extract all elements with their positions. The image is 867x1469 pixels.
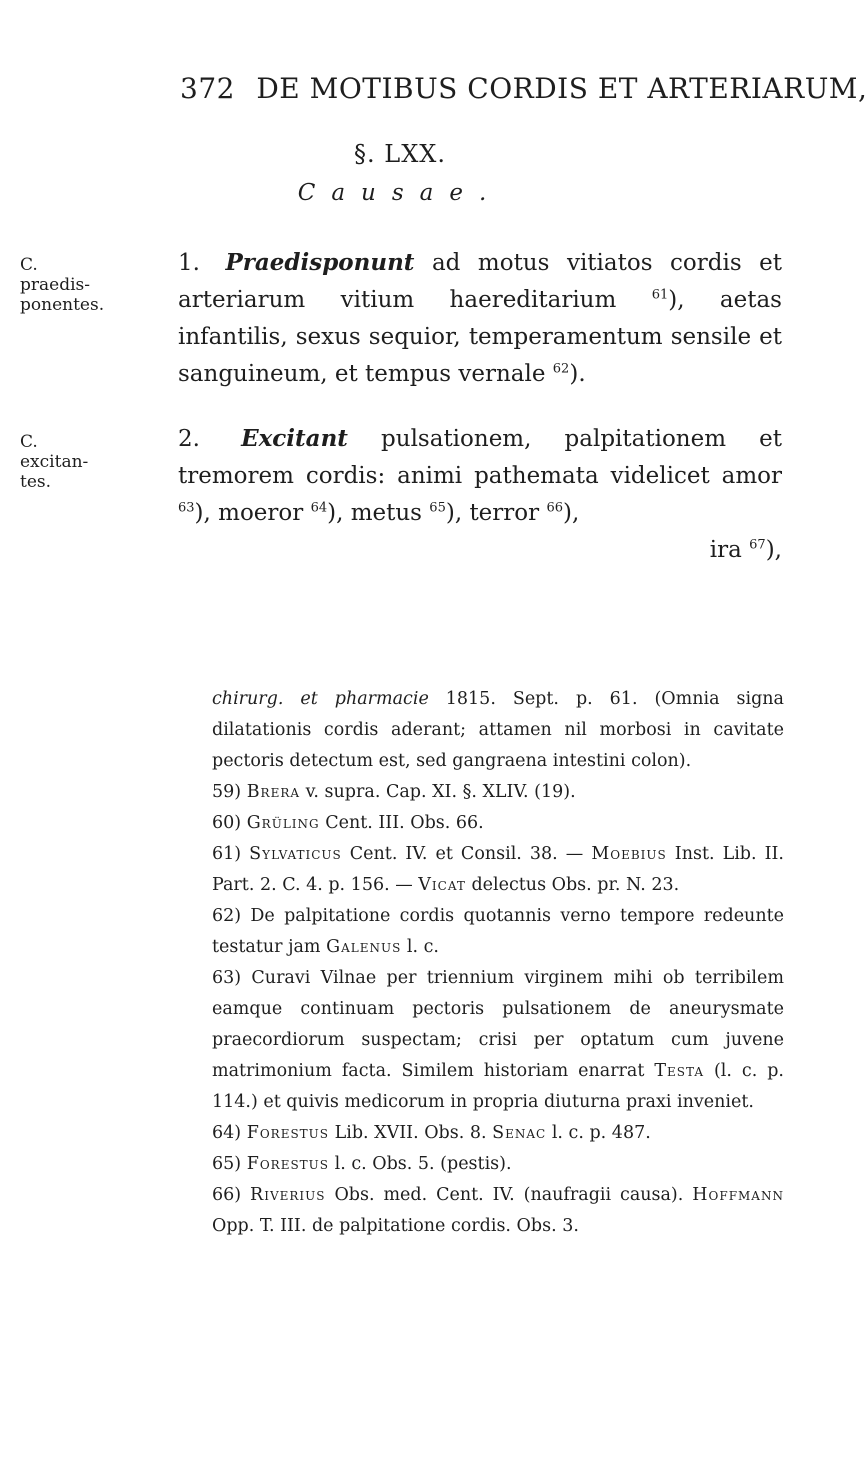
footnote-ref: 65 <box>429 500 446 516</box>
footnote-source: chirurg. et pharmacie <box>212 689 429 709</box>
footnote-text: De palpitatione cordis quotannis verno tempore redeunte testatur jam <box>212 906 784 957</box>
footnote-62 <box>212 901 784 963</box>
paragraph-text: ), <box>765 537 782 563</box>
footnote-61 <box>212 839 784 901</box>
paragraph-text: ), terror <box>445 500 540 526</box>
paragraph-number: 1. <box>178 250 200 276</box>
footnote-ref: 66 <box>546 500 563 516</box>
footnote-ref: 63 <box>178 500 195 516</box>
footnote-number: 60) <box>212 813 242 833</box>
footnote-60 <box>212 808 784 839</box>
footnote-66 <box>212 1180 784 1242</box>
section-subtitle: Causae. <box>297 180 503 206</box>
footnote-59 <box>212 777 784 808</box>
footnote-text: l. c. Obs. 5. (pestis). <box>334 1154 512 1174</box>
section-heading: §. LXX. <box>354 140 446 168</box>
paragraph-end-line <box>178 532 782 569</box>
paragraph-lead-word: Praedisponunt <box>225 249 415 276</box>
footnote-ref: 64 <box>310 500 328 516</box>
margin-note-excitantes: C. excitan-tes. <box>20 432 89 492</box>
paragraph-1: 1. Praedisponunt ad motus vitiatos cordis et arteriarum vitium haereditarium $^{61}$), aetas infantilis, sexus sequior, temperamentum sensile et sanguineum, et tempus vernale $^{62}$). <box>178 249 783 387</box>
footnote-text: Lib. XVII. Obs. 8. <box>334 1123 487 1143</box>
footnote-text: l. c. <box>406 937 439 957</box>
footnote-author: Riverius <box>250 1185 326 1205</box>
paragraph-text: ira <box>709 537 742 563</box>
footnote-author: Forestus <box>246 1123 330 1143</box>
footnote-author: Brera <box>246 782 301 802</box>
footnote-text: (l. c. p. 114.) et quivis medicorum in propria diuturna praxi inveniet. <box>212 1061 784 1112</box>
paragraph-text: . <box>578 361 586 387</box>
paragraph-text: ), <box>562 500 580 526</box>
running-title: DE MOTIBUS CORDIS ET ARTERIARUM, <box>256 72 867 105</box>
paragraph-text: pulsationem, palpitationem et tremorem cordis: animi pathemata videlicet amor <box>178 426 782 489</box>
footnote-number: 61) <box>212 844 242 864</box>
paragraph-lead-word: Excitant <box>241 425 348 452</box>
page-number: 372 <box>180 72 235 105</box>
footnote-author: Testa <box>654 1061 705 1081</box>
footnote-text: Obs. med. Cent. IV. (naufragii causa). <box>334 1185 684 1205</box>
footnote-author: Grüling <box>246 813 320 833</box>
footnote-author: Vicat <box>418 875 466 895</box>
footnote-author: Hoffmann <box>692 1185 784 1205</box>
footnote-text: Inst. Lib. II. Part. 2. C. 4. p. 156. — <box>212 844 784 895</box>
footnote-ref: 67 <box>749 537 766 553</box>
footnote-number: 59) <box>212 782 242 802</box>
footnote-text: v. supra. Cap. XI. §. XLIV. (19). <box>305 782 576 802</box>
footnote-author: Moebius <box>591 844 667 864</box>
footnote-text: Opp. T. III. de palpitatione cordis. Obs. 3. <box>212 1216 579 1236</box>
paragraph-number: 2. <box>178 426 200 452</box>
footnote-ref: 61 <box>651 287 669 303</box>
footnote-text: Cent. IV. et Consil. 38. — <box>349 844 584 864</box>
footnote-text: Cent. III. Obs. 66. <box>325 813 484 833</box>
footnote-text: Curavi Vilnae per triennium virginem mihi ob terribilem eamque continuam pectoris pulsationem de aneurysmate praecordiorum suspectam; crisi per optatum cum juvene matrimonium facta. Similem historiam enarrat <box>212 968 784 1081</box>
footnote-number: 62) <box>212 906 242 926</box>
footnote-author: Galenus <box>326 937 402 957</box>
footnote-ref: 62 <box>552 361 570 377</box>
paragraph-2 <box>178 420 782 569</box>
paragraph-text: ad motus vitiatos cordis et arteriarum vitium haereditarium <box>178 250 783 313</box>
footnote-author: Sylvaticus <box>249 844 342 864</box>
footnote-author: Senac <box>492 1123 547 1143</box>
paragraph-text: ), moeror <box>194 500 304 526</box>
footnote-63 <box>212 963 784 1118</box>
footnote-text: 1815. Sept. p. 61. (Omnia signa dilatationis cordis aderant; attamen nil morbosi in cavitate pectoris detectum est, sed gangraena intestini colon). <box>212 689 784 771</box>
footnote-text: l. c. p. 487. <box>551 1123 651 1143</box>
footnotes <box>212 684 784 1242</box>
footnote-65 <box>212 1149 784 1180</box>
footnote-number: 64) <box>212 1123 242 1143</box>
footnote-number: 63) <box>212 968 242 988</box>
footnote-author: Forestus <box>246 1154 330 1174</box>
paragraph-text: ), metus <box>327 500 422 526</box>
footnote-continued <box>212 684 784 777</box>
footnote-number: 66) <box>212 1185 242 1205</box>
footnote-number: 65) <box>212 1154 242 1174</box>
footnote-64 <box>212 1118 784 1149</box>
paragraph-text: , aetas infantilis, sexus sequior, temperamentum sensile et sanguineum, et tempus vernale <box>178 287 782 387</box>
margin-note-praedisponentes: C. praedis-ponentes. <box>20 255 105 315</box>
footnote-text: delectus Obs. pr. N. 23. <box>471 875 680 895</box>
running-header <box>180 72 867 105</box>
